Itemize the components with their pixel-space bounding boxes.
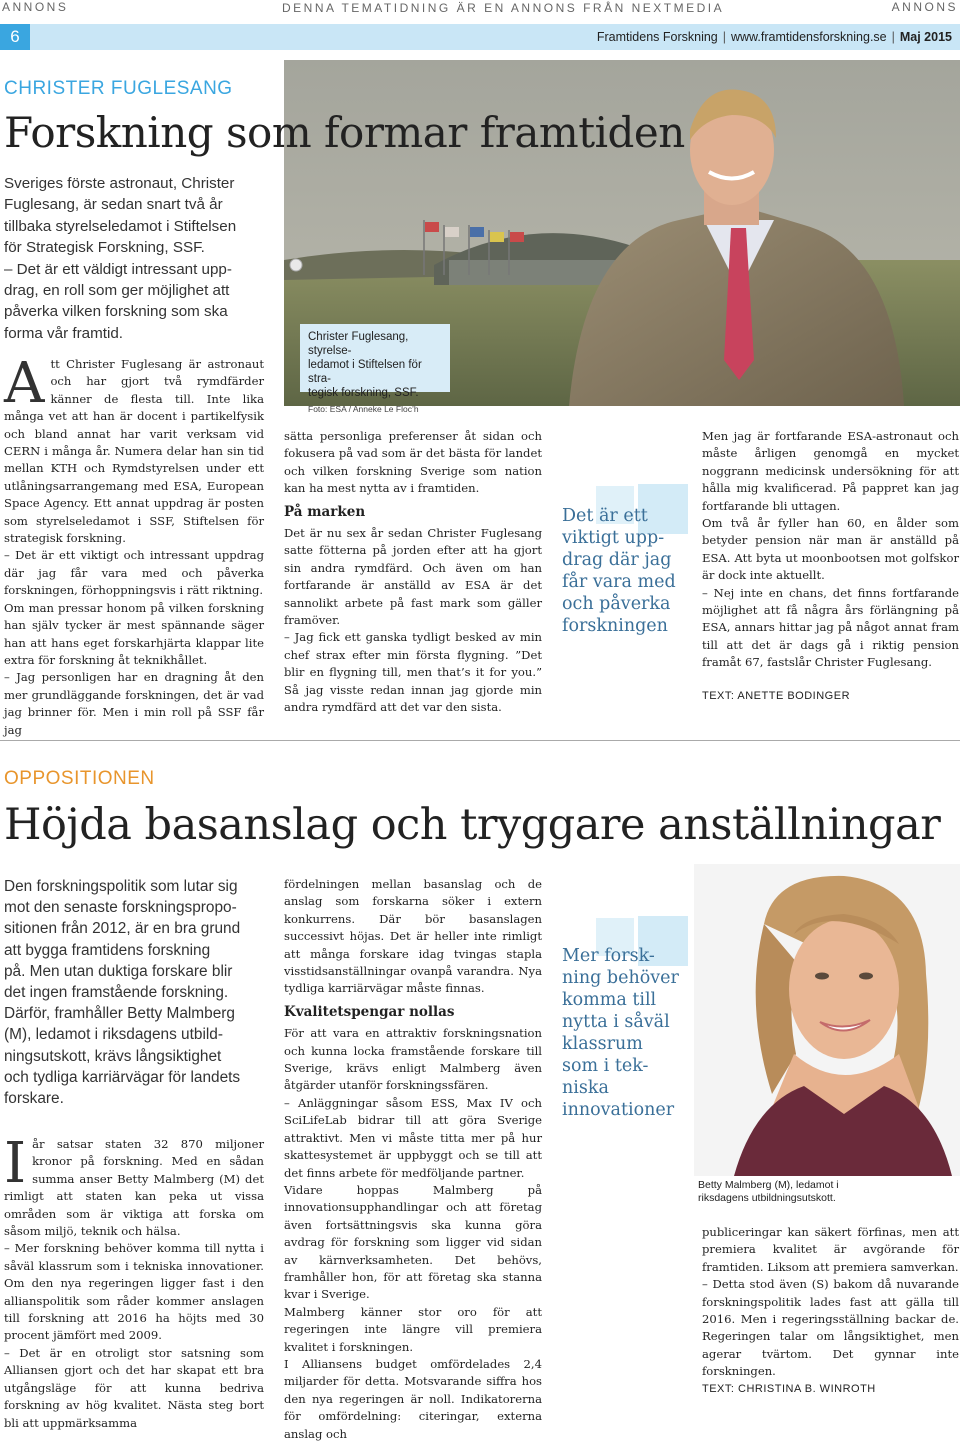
pull-line: och påverka — [562, 594, 671, 614]
lead-line: sitionen från 2012, är en bra grund — [4, 920, 241, 938]
article2-col1-first: år satsar staten 32 870 miljoner kronor på forskning. Med en sådan summa anser Betty Malmberg (M) det rimligt att staten kan peka ut vissa områden som är viktiga att forska om såsom miljö, teknik och hälsa. — [4, 1137, 264, 1239]
lead-line: Sveriges förste astronaut, Christer — [4, 175, 235, 192]
publication-url[interactable]: www.framtidensforskning.se — [731, 30, 887, 44]
article2-credit: TEXT: CHRISTINA B. WINROTH — [702, 1383, 876, 1395]
body-paragraph: – Detta stod även (S) bakom då nuvarande forskningspolitik lades fast att gälla till 2016. Men i regeringsställning backar de. Regeringen talar om långsiktighet, men agerar tvärtom. Det gynnar inte forskningen. — [702, 1277, 959, 1379]
body-paragraph: Vidare hoppas Malmberg på innovationsupphandlingar och att företag även fortsättningsvis ska kunna göra avdrag för forskning som ligger vid sidan av kärnverksamheten. Det behövs, framhåller hon, för att företag ska stanna kvar i Sverige. — [284, 1182, 542, 1302]
body-paragraph: Men jag är fortfarande ESA-astronaut och måste årligen genomgå en mycket noggrann medicinsk undersökning för att hålla mig kvalificerad. På pappret kan jag fortfarande bli uttagen. — [702, 429, 959, 513]
body-paragraph: I Alliansens budget omfördelades 2,4 miljarder för detta. Motsvarande siffra hos den nya regeringen är noll. Indikatorerna för omfördelning: citeringar, externa anslag och — [284, 1356, 542, 1441]
caption-line: Christer Fuglesang, styrelse- — [308, 331, 409, 357]
pull-line: Mer forsk- — [562, 946, 655, 966]
pull-line: Det är ett — [562, 506, 648, 526]
photo-betty-malmberg — [694, 864, 960, 1176]
pull-line: komma till — [562, 990, 657, 1010]
annons-label-right: ANNONS — [891, 0, 958, 14]
article1-pull-quote — [562, 505, 692, 637]
body-paragraph: – Nej inte en chans, det finns fortfarande möjlighet att få några års förlängning på ESA, annars hittar jag på något annat fram till att det är dags gå i riktig pension framåt 67, fastslår Christer Fuglesang. — [702, 585, 959, 670]
caption-line: tegisk forskning, SSF. — [308, 387, 419, 399]
body-paragraph: – Jag fick ett ganska tydligt besked av min chef strax efter min första flygning. ”Det blir en flygning till, men that’s it for you.” Så jag visste redan innan jag gjorde min andra rymdfärd att det var den sista. — [284, 630, 542, 715]
kicker-article1 — [4, 78, 233, 100]
body-paragraph: – Mer forskning behöver komma till nytta i såväl klassrum som i tekniska innovationer. Om den nya regeringen ligger fast i den allianspolitik som råder kommer anslagen till forskning att 2016 ha höjts med 30 procent jämfört med 2009. — [4, 1241, 264, 1343]
article2-kicker: OPPOSITIONEN — [4, 768, 155, 789]
pull-line: ning behöver — [562, 968, 679, 988]
article2-col1 — [4, 1131, 264, 1432]
body-paragraph: – Anläggningar såsom ESS, Max IV och SciLifeLab bidrar till att göra Sverige attraktivt. Men vi måste titta mer på hur skattesystemet är uppbyggt och se till att det finns arbete för medföljande partner. — [284, 1095, 542, 1180]
lead-line: och tydliga karriärvägar för landets — [4, 1068, 241, 1086]
article2-photo-caption — [694, 1176, 960, 1216]
body-paragraph: – Jag personligen har en dragning åt den mer grundläggande forskningen, det är vad jag brinner för. Men i min roll på SSF får jag — [4, 670, 264, 737]
article1-col4 — [702, 428, 959, 672]
subheading: På marken — [284, 503, 366, 520]
lead-line: – Det är ett väldigt intressant upp- — [4, 260, 232, 278]
body-paragraph: Om två år fyller han 60, en ålder som betyder pension när man är anställd på ESA. Att byta ut moonbootsen mot golfskor är dock inte aktuellt. — [702, 516, 959, 583]
body-paragraph: Malmberg känner stor oro för att regeringen inte längre vill premiera kvalitet i forskningen. — [284, 1304, 542, 1354]
body-paragraph: För att vara en attraktiv forskningsnation och kunna locka framstående forskare till Sverige, krävs enligt Malmberg även åtgärder utanför forskningssfären. — [284, 1026, 542, 1093]
lead-line: tillbaka styrelseledamot i Stiftelsen — [4, 217, 237, 235]
lead-line: mot den senaste forskningspropo- — [4, 899, 237, 917]
lead-line: drag, en roll som ger möjlighet att — [4, 282, 230, 300]
lead-line: forskare. — [4, 1090, 64, 1108]
article1-kicker: CHRISTER FUGLESANG — [4, 78, 233, 99]
body-paragraph: publiceringar kan säkert förfinas, men att premiera kvalitet är avgörande för framtiden. Liksom att premiera samverkan. — [702, 1225, 959, 1274]
pull-line: innovationer — [562, 1100, 675, 1120]
article1-col2 — [284, 428, 542, 717]
body-paragraph: Det är nu sex år sedan Christer Fuglesang satte fötterna på jorden efter att ha gjort sin andra rymdfärd. Och även om han fortfarande är anställd av ESA är det sannolikt arbete på fast mark som gäller framöver. — [284, 526, 542, 628]
pull-line: drag där jag — [562, 550, 672, 570]
kicker-article2 — [4, 768, 155, 790]
lead-line: ningsutskott, krävs långsiktighet — [4, 1047, 222, 1065]
subheading: Kvalitetspengar nollas — [284, 1003, 455, 1020]
pull-line: niska — [562, 1078, 609, 1098]
lead-line: Därför, framhåller Betty Malmberg — [4, 1005, 235, 1023]
article1-lead — [4, 173, 276, 344]
lead-line: på. Men utan duktiga forskare blir — [4, 962, 233, 980]
article1-photo-caption — [300, 324, 450, 414]
dropcap: I — [4, 1131, 27, 1196]
pull-line: klassrum — [562, 1034, 643, 1054]
annons-label-left: ANNONS — [2, 0, 69, 14]
body-paragraph: sätta personliga preferenser åt sidan och fokusera på vad som är det bästa för landet och vilken forskning Sverige som nation kan ha mest nytta av i framtiden. — [284, 429, 542, 496]
article1-col1-first: tt Christer Fuglesang är astronaut och har gjort två rymdfärder känner de flesta till. Inte lika många vet att han är docent i partikelfysik och bland annat har varit verksam vid CERN i många år. Numera delar han sin tid mellan KTH och Rymdstyrelsen under ett utlåningsarrangemang med ESA, European Space Agency. Ett annat uppdrag är posten som styrelseledamot i SSF, Stiftelsen för strategisk forskning. — [4, 357, 264, 546]
caption-line: ledamot i Stiftelsen för stra- — [308, 359, 422, 385]
dropcap: A — [4, 351, 45, 416]
photo-credit: Foto: ESA / Anneke Le Floc’h — [308, 404, 419, 414]
pull-line: som i tek- — [562, 1056, 649, 1076]
lead-line: att bygga framtidens forskning — [4, 941, 211, 959]
issue-date: Maj 2015 — [899, 30, 952, 44]
body-paragraph: fördelningen mellan basanslag och de anslag som forskarna söker i extern konkurrens. Där bör basanslagen successivt höjas. Det är heller inte rimligt att många forskare idag tvingas stapla visstidsanställningar ovanpå varandra. Nya tydliga karriärvägar måste finnas. — [284, 877, 542, 996]
body-paragraph: – Det är en otroligt stor satsning som Alliansen gjort och det har skapat ett bra utgångsläge för att kunna bedriva forskning av hög kvalitet. Nästa steg bort bli att uppmärksamma — [4, 1345, 264, 1430]
lead-line: (M), ledamot i riksdagens utbild- — [4, 1026, 223, 1044]
article2-col4 — [702, 1224, 959, 1381]
article1-col1 — [4, 351, 264, 739]
body-paragraph: – Det är ett viktigt och intressant uppdrag där jag får vara med och påverka forskningen, förhoppningsvis i rätt riktning. — [4, 548, 264, 598]
publication-name: Framtidens Forskning — [596, 30, 718, 44]
lead-line: det ingen framstående forskning. — [4, 984, 229, 1002]
article1-credit: TEXT: ANETTE BODINGER — [702, 690, 851, 702]
caption-line: riksdagens utbildningsutskott. — [698, 1192, 836, 1204]
article2-col2 — [284, 876, 542, 1443]
caption-line: Betty Malmberg (M), ledamot i — [698, 1179, 839, 1191]
page-number: 6 — [0, 24, 30, 50]
pull-line: viktigt upp- — [562, 528, 665, 548]
body-paragraph: Om man pressar honom på vilken forskning han själv tycker är mest spännande säger han att hans eget forskarhjärta klappar lite extra för forskning åt teknikhållet. — [4, 600, 264, 667]
advertisement-notice: DENNA TEMATIDNING ÄR EN ANNONS FRÅN NEXTMEDIA — [282, 1, 725, 15]
lead-line: forma vår framtid. — [4, 324, 123, 342]
article2-pull-quote — [562, 945, 692, 1121]
section-divider — [0, 740, 960, 741]
publication-info: Framtidens Forskning | www.framtidensforskning.se | Maj 2015 — [596, 30, 952, 44]
lead-line: påverka vilken forskning som ska — [4, 303, 228, 321]
pull-line: nytta i såväl — [562, 1012, 670, 1032]
article1-title: Forskning som formar framtiden — [4, 108, 685, 157]
lead-line: Fuglesang, är sedan snart två år — [4, 196, 223, 214]
article2-title: Höjda basanslag och tryggare anställningar — [4, 800, 941, 850]
lead-line: Den forskningspolitik som lutar sig — [4, 878, 238, 895]
pull-line: forskningen — [562, 616, 668, 636]
pull-line: får vara med — [562, 572, 676, 592]
article2-lead — [4, 876, 276, 1109]
portrait-photo-illustration — [694, 864, 960, 1176]
lead-line: för Strategisk Forskning, SSF. — [4, 239, 205, 257]
